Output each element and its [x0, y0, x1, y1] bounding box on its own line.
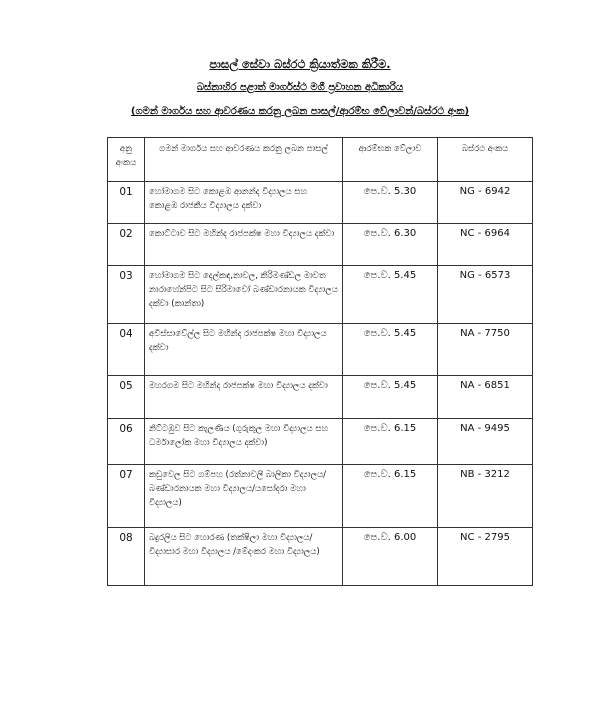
cell-start-time: පෙ.ව. 5.30 [343, 182, 438, 224]
cell-serial-no: 03 [108, 266, 145, 324]
table-row [108, 419, 533, 465]
cell-serial-no: 05 [108, 376, 145, 419]
table-row [108, 376, 533, 419]
cell-bus-no: NG - 6573 [438, 266, 533, 324]
cell-start-time: පෙ.ව. 6.30 [343, 224, 438, 266]
cell-bus-no: NC - 2795 [438, 528, 533, 586]
cell-start-time: පෙ.ව. 5.45 [343, 266, 438, 324]
cell-route: හෝමාගම සිට දෙල්කඳ,නාවල, කිරිමණ්ඩල මාවත නාරාහේන්පිට සිට සිරිමාවෝ බණ්ඩාරනායක විද්‍යාලය දක්වා (කාන්තා) [145, 266, 343, 324]
cell-route: කොට්ටාව සිට මහින්ද රාජපක්ෂ මහා විද්‍යාලය දක්වා [145, 224, 343, 266]
cell-start-time: පෙ.ව. 6.15 [343, 465, 438, 528]
cell-start-time: පෙ.ව. 5.45 [343, 376, 438, 419]
cell-start-time: පෙ.ව. 6.00 [343, 528, 438, 586]
cell-route: මහරගම සිට මහින්ද රාජපක්ෂ මහා විද්‍යාලය දක්වා [145, 376, 343, 419]
table-header-row [108, 138, 533, 182]
table-row [108, 182, 533, 224]
table-row [108, 528, 533, 586]
cell-serial-no: 02 [108, 224, 145, 266]
cell-start-time: පෙ.ව. 5.45 [343, 324, 438, 376]
cell-route: අවිස්සාවේල්ල සිට මහින්ද රාජපක්ෂ මහා විද්‍යාලය දක්වා [145, 324, 343, 376]
cell-bus-no: NC - 6964 [438, 224, 533, 266]
cell-route: බදුරලිය සිට හොරණ (තක්ෂිලා මහා විද්‍යාලය/විද්‍යාසාර මහා විද්‍යාලය /මේදංකර මහා විද්‍යාලය) [145, 528, 343, 586]
header-start-time: ආරම්භක වේලාව [343, 138, 438, 182]
cell-bus-no: NA - 9495 [438, 419, 533, 465]
cell-serial-no: 07 [108, 465, 145, 528]
table-row [108, 224, 533, 266]
document-title: පාසල් සේවා බස්රථ ක්‍රියාත්මක කිරීම. [209, 57, 391, 71]
table-row [108, 465, 533, 528]
header-route: ගමන් මාර්ගය සහ ආවරණය කරනු ලබන පාසල් [145, 138, 343, 182]
cell-serial-no: 01 [108, 182, 145, 224]
cell-route: හෝමාගම සිට කොළඹ ආනන්ද විද්‍යාලය සහ කොළඹ රාජකීය විද්‍යාලය දක්වා [145, 182, 343, 224]
cell-route: කඩුවෙල සිට ගම්පහ (රත්නාවලී බාලිකා විද්‍යාලය/බණ්ඩාරනායක මහා විද්‍යාලය/යසෝදරා මහා විද්‍යාලය) [145, 465, 343, 528]
cell-bus-no: NB - 3212 [438, 465, 533, 528]
table-row [108, 266, 533, 324]
header-bus-no: බස්රථ අංකය [438, 138, 533, 182]
authority-name: බස්නාහිර පළාත් මාර්ගස්ථ මගී ප්‍රවාහන අධිකාරිය [196, 82, 404, 93]
table-caption: (ගමන් මාර්ගය සහ ආවරණය කරනු ලබන පාසල්/ආරම්භ වේලාවන්/බස්රථ අංක) [130, 106, 470, 117]
cell-bus-no: NA - 6851 [438, 376, 533, 419]
cell-route: නිට්ටඹුව සිට කැලණිය (ගුරුකුල මහා විද්‍යාලය සහ ධර්මාලෝක මහා විද්‍යාලය දක්වා) [145, 419, 343, 465]
cell-bus-no: NA - 7750 [438, 324, 533, 376]
table-row [108, 324, 533, 376]
cell-serial-no: 06 [108, 419, 145, 465]
cell-start-time: පෙ.ව. 6.15 [343, 419, 438, 465]
cell-serial-no: 04 [108, 324, 145, 376]
cell-bus-no: NG - 6942 [438, 182, 533, 224]
header-serial-no: අනු අංකය [108, 138, 145, 182]
cell-serial-no: 08 [108, 528, 145, 586]
school-bus-table [107, 137, 533, 586]
